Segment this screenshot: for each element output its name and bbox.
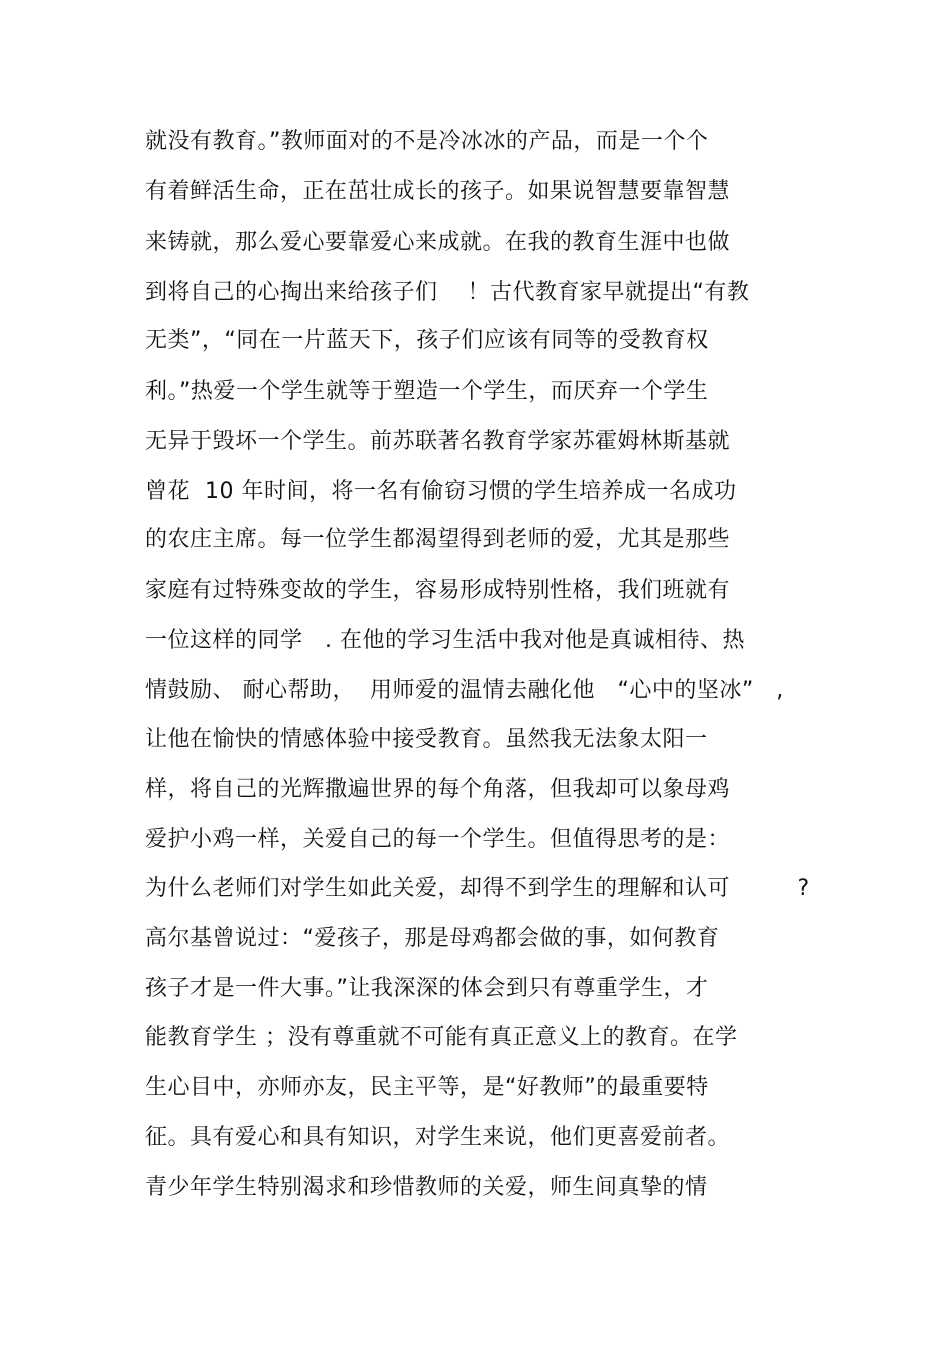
body-text-line: 利。”热爱一个学生就等于塑造一个学生，而厌弃一个学生 (145, 379, 709, 404)
body-text-line: 高尔基曾说过：“爱孩子，那是母鸡都会做的事，如何教育 (145, 926, 720, 951)
body-text-line: 样，将自己的光辉撒遍世界的每个角落，但我却可以象母鸡 (145, 777, 731, 802)
body-text-line: 孩子才是一件大事。”让我深深的体会到只有尊重学生，才 (145, 976, 709, 1001)
body-text-line: 为什么老师们对学生如此关爱，却得不到学生的理解和认可 ? (145, 876, 810, 901)
body-text-line: 生心目中，亦师亦友，民主平等，是“好教师”的最重要特 (145, 1075, 709, 1100)
body-text-line: 的农庄主席。每一位学生都渴望得到老师的爱，尤其是那些 (145, 527, 731, 552)
body-text-line: 一位这样的同学 . 在他的学习生活中我对他是真诚相待、热 (145, 628, 745, 653)
body-text-line: 无类”，“同在一片蓝天下，孩子们应该有同等的受教育权 (145, 328, 709, 353)
body-text-line: 家庭有过特殊变故的学生，容易形成特别性格，我们班就有 (145, 578, 731, 603)
body-text-line: 征。具有爱心和具有知识，对学生来说，他们更喜爱前者。 (145, 1125, 731, 1150)
body-text-line: 来铸就，那么爱心要靠爱心来成就。在我的教育生涯中也做 (145, 230, 731, 255)
body-text-line: 无异于毁坏一个学生。前苏联著名教育学家苏霍姆林斯基就 (145, 429, 731, 454)
body-text-line: 青少年学生特别渴求和珍惜教师的关爱，师生间真挚的情 (145, 1175, 708, 1200)
body-text-line: 有着鲜活生命，正在茁壮成长的孩子。如果说智慧要靠智慧 (145, 179, 731, 204)
body-text-line: 到将自己的心掏出来给孩子们 ！古代教育家早就提出“有教 (145, 280, 750, 305)
body-text-line: 能教育学生 ；没有尊重就不可能有真正意义上的教育。在学 (145, 1025, 738, 1050)
body-text-line: 让他在愉快的情感体验中接受教育。虽然我无法象太阳一 (145, 727, 708, 752)
body-text-line: 就没有教育。”教师面对的不是冷冰冰的产品，而是一个个 (145, 129, 709, 154)
body-text-line: 爱护小鸡一样，关爱自己的每一个学生。但值得思考的是： (145, 827, 731, 852)
body-text-line: 情鼓励、 耐心帮助， 用师爱的温情去融化他 “心中的坚冰” , (145, 678, 784, 703)
body-text-line: 曾花 10 年时间，将一名有偷窃习惯的学生培养成一名成功 (145, 479, 737, 504)
